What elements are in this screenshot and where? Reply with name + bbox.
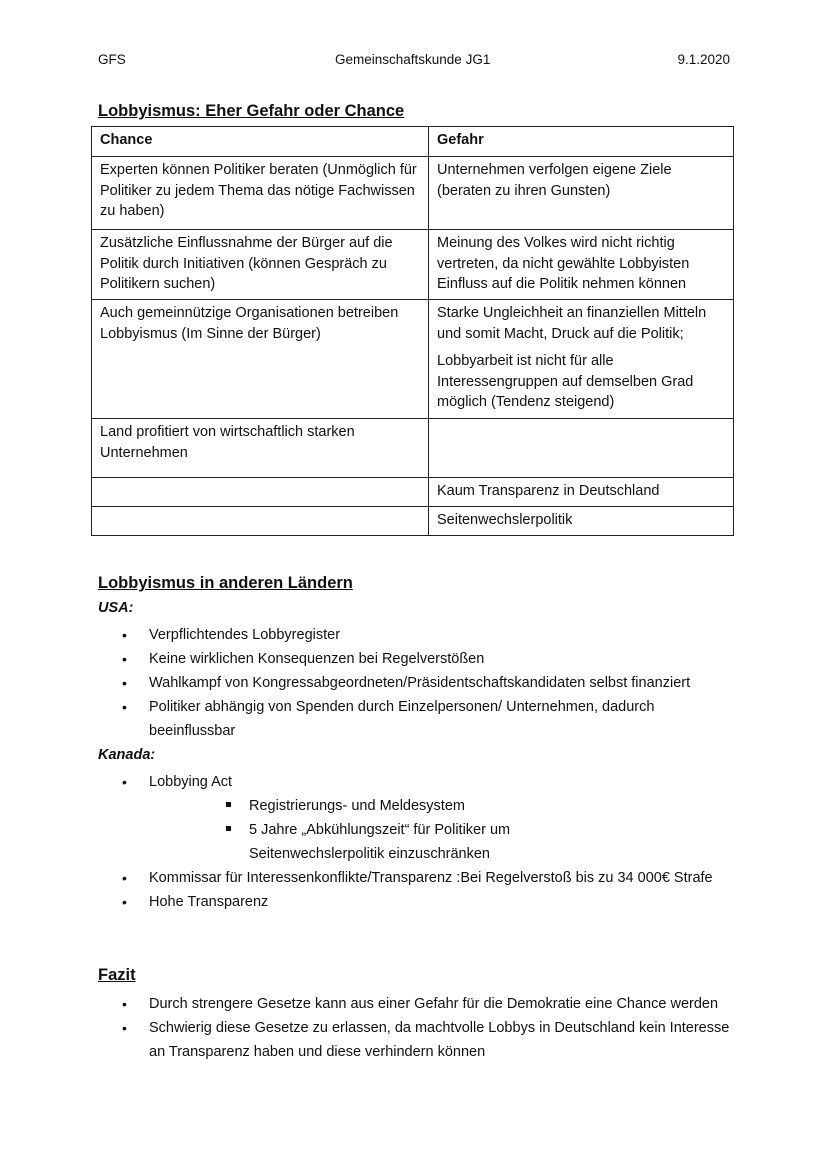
chance-cell: Zusätzliche Einflussnahme der Bürger auf die Politik durch Initiativen (können Gespräch zu Politikern suchen) xyxy=(92,230,429,300)
table-row xyxy=(92,230,734,300)
usa-bullet-list xyxy=(0,623,828,743)
bullet-icon: • xyxy=(122,699,127,715)
header-right: 9.1.2020 xyxy=(677,52,730,67)
gefahr-cell xyxy=(429,300,734,419)
bullet-icon: • xyxy=(122,675,127,691)
chance-cell: Experten können Politiker beraten (Unmöglich für Politiker zu jedem Thema das nötige Fachwissen zu haben) xyxy=(92,157,429,230)
gefahr-cell xyxy=(429,419,734,478)
table-row xyxy=(92,419,734,478)
kanada-sublist xyxy=(149,794,738,866)
country-label-kanada: Kanada: xyxy=(98,747,156,763)
square-bullet-icon xyxy=(226,802,231,807)
chance-cell xyxy=(92,478,429,507)
table-row xyxy=(92,300,734,419)
list-item: • Verpflichtendes Lobbyregister xyxy=(0,623,828,647)
list-item: • Schwierig diese Gesetze zu erlassen, da machtvolle Lobbys in Deutschland kein Interesse an Transparenz haben und diese verhindern können xyxy=(0,1016,828,1064)
list-item: • Durch strengere Gesetze kann aus einer Gefahr für die Demokratie eine Chance werden xyxy=(0,992,828,1016)
bullet-icon: • xyxy=(122,1020,127,1036)
gefahr-cell: Meinung des Volkes wird nicht richtig vertreten, da nicht gewählte Lobbyisten Einfluss auf die Politik nehmen können xyxy=(429,230,734,300)
list-item: • Kommissar für Interessenkonflikte/Transparenz :Bei Regelverstoß bis zu 34 000€ Strafe xyxy=(0,866,828,890)
bullet-icon: • xyxy=(122,627,127,643)
table-header-row xyxy=(92,127,734,157)
header-left: GFS xyxy=(98,52,126,67)
chance-cell: Auch gemeinnützige Organisationen betreiben Lobbyismus (Im Sinne der Bürger) xyxy=(92,300,429,419)
gefahr-cell: Kaum Transparenz in Deutschland xyxy=(429,478,734,507)
country-label-usa: USA: xyxy=(98,600,134,616)
sublist-item: Registrierungs- und Meldesystem xyxy=(149,794,738,818)
bullet-icon: • xyxy=(122,870,127,886)
section-title-other-countries: Lobbyismus in anderen Ländern xyxy=(98,574,353,592)
list-item: • Lobbying Act Registrierungs- und Meldesystem 5 Jahre „Abkühlungszeit“ für Politiker um Seitenwechslerpolitik einzuschränken xyxy=(0,770,828,866)
bullet-icon: • xyxy=(122,651,127,667)
square-bullet-icon xyxy=(226,826,231,831)
table-row xyxy=(92,157,734,230)
chance-gefahr-table xyxy=(91,126,734,536)
list-item: • Wahlkampf von Kongressabgeordneten/Präsidentschaftskandidaten selbst finanziert xyxy=(0,671,828,695)
header-center: Gemeinschaftskunde JG1 xyxy=(335,52,491,67)
gefahr-cell: Seitenwechslerpolitik xyxy=(429,507,734,536)
list-item: • Politiker abhängig von Spenden durch Einzelpersonen/ Unternehmen, dadurch beeinflussbar xyxy=(0,695,828,743)
bullet-icon: • xyxy=(122,774,127,790)
column-header-chance: Chance xyxy=(92,127,429,157)
bullet-icon: • xyxy=(122,996,127,1012)
chance-cell: Land profitiert von wirtschaftlich starken Unternehmen xyxy=(92,419,429,478)
gefahr-paragraph: Lobbyarbeit ist nicht für alle Interessengruppen auf demselben Grad möglich (Tendenz steigend) xyxy=(437,353,694,410)
section-title-fazit: Fazit xyxy=(98,966,136,984)
kanada-bullet-list xyxy=(0,770,828,914)
fazit-bullet-list xyxy=(0,992,828,1064)
column-header-gefahr: Gefahr xyxy=(429,127,734,157)
gefahr-cell: Unternehmen verfolgen eigene Ziele (beraten zu ihren Gunsten) xyxy=(429,157,734,230)
bullet-icon: • xyxy=(122,894,127,910)
chance-cell xyxy=(92,507,429,536)
list-item: • Hohe Transparenz xyxy=(0,890,828,914)
gefahr-paragraph: Starke Ungleichheit an finanziellen Mitteln und somit Macht, Druck auf die Politik; xyxy=(437,305,707,342)
sublist-item: 5 Jahre „Abkühlungszeit“ für Politiker um Seitenwechslerpolitik einzuschränken xyxy=(149,818,738,866)
list-item: • Keine wirklichen Konsequenzen bei Regelverstößen xyxy=(0,647,828,671)
section-title-chance-gefahr: Lobbyismus: Eher Gefahr oder Chance xyxy=(98,102,405,120)
table-row xyxy=(92,478,734,507)
table-row xyxy=(92,507,734,536)
